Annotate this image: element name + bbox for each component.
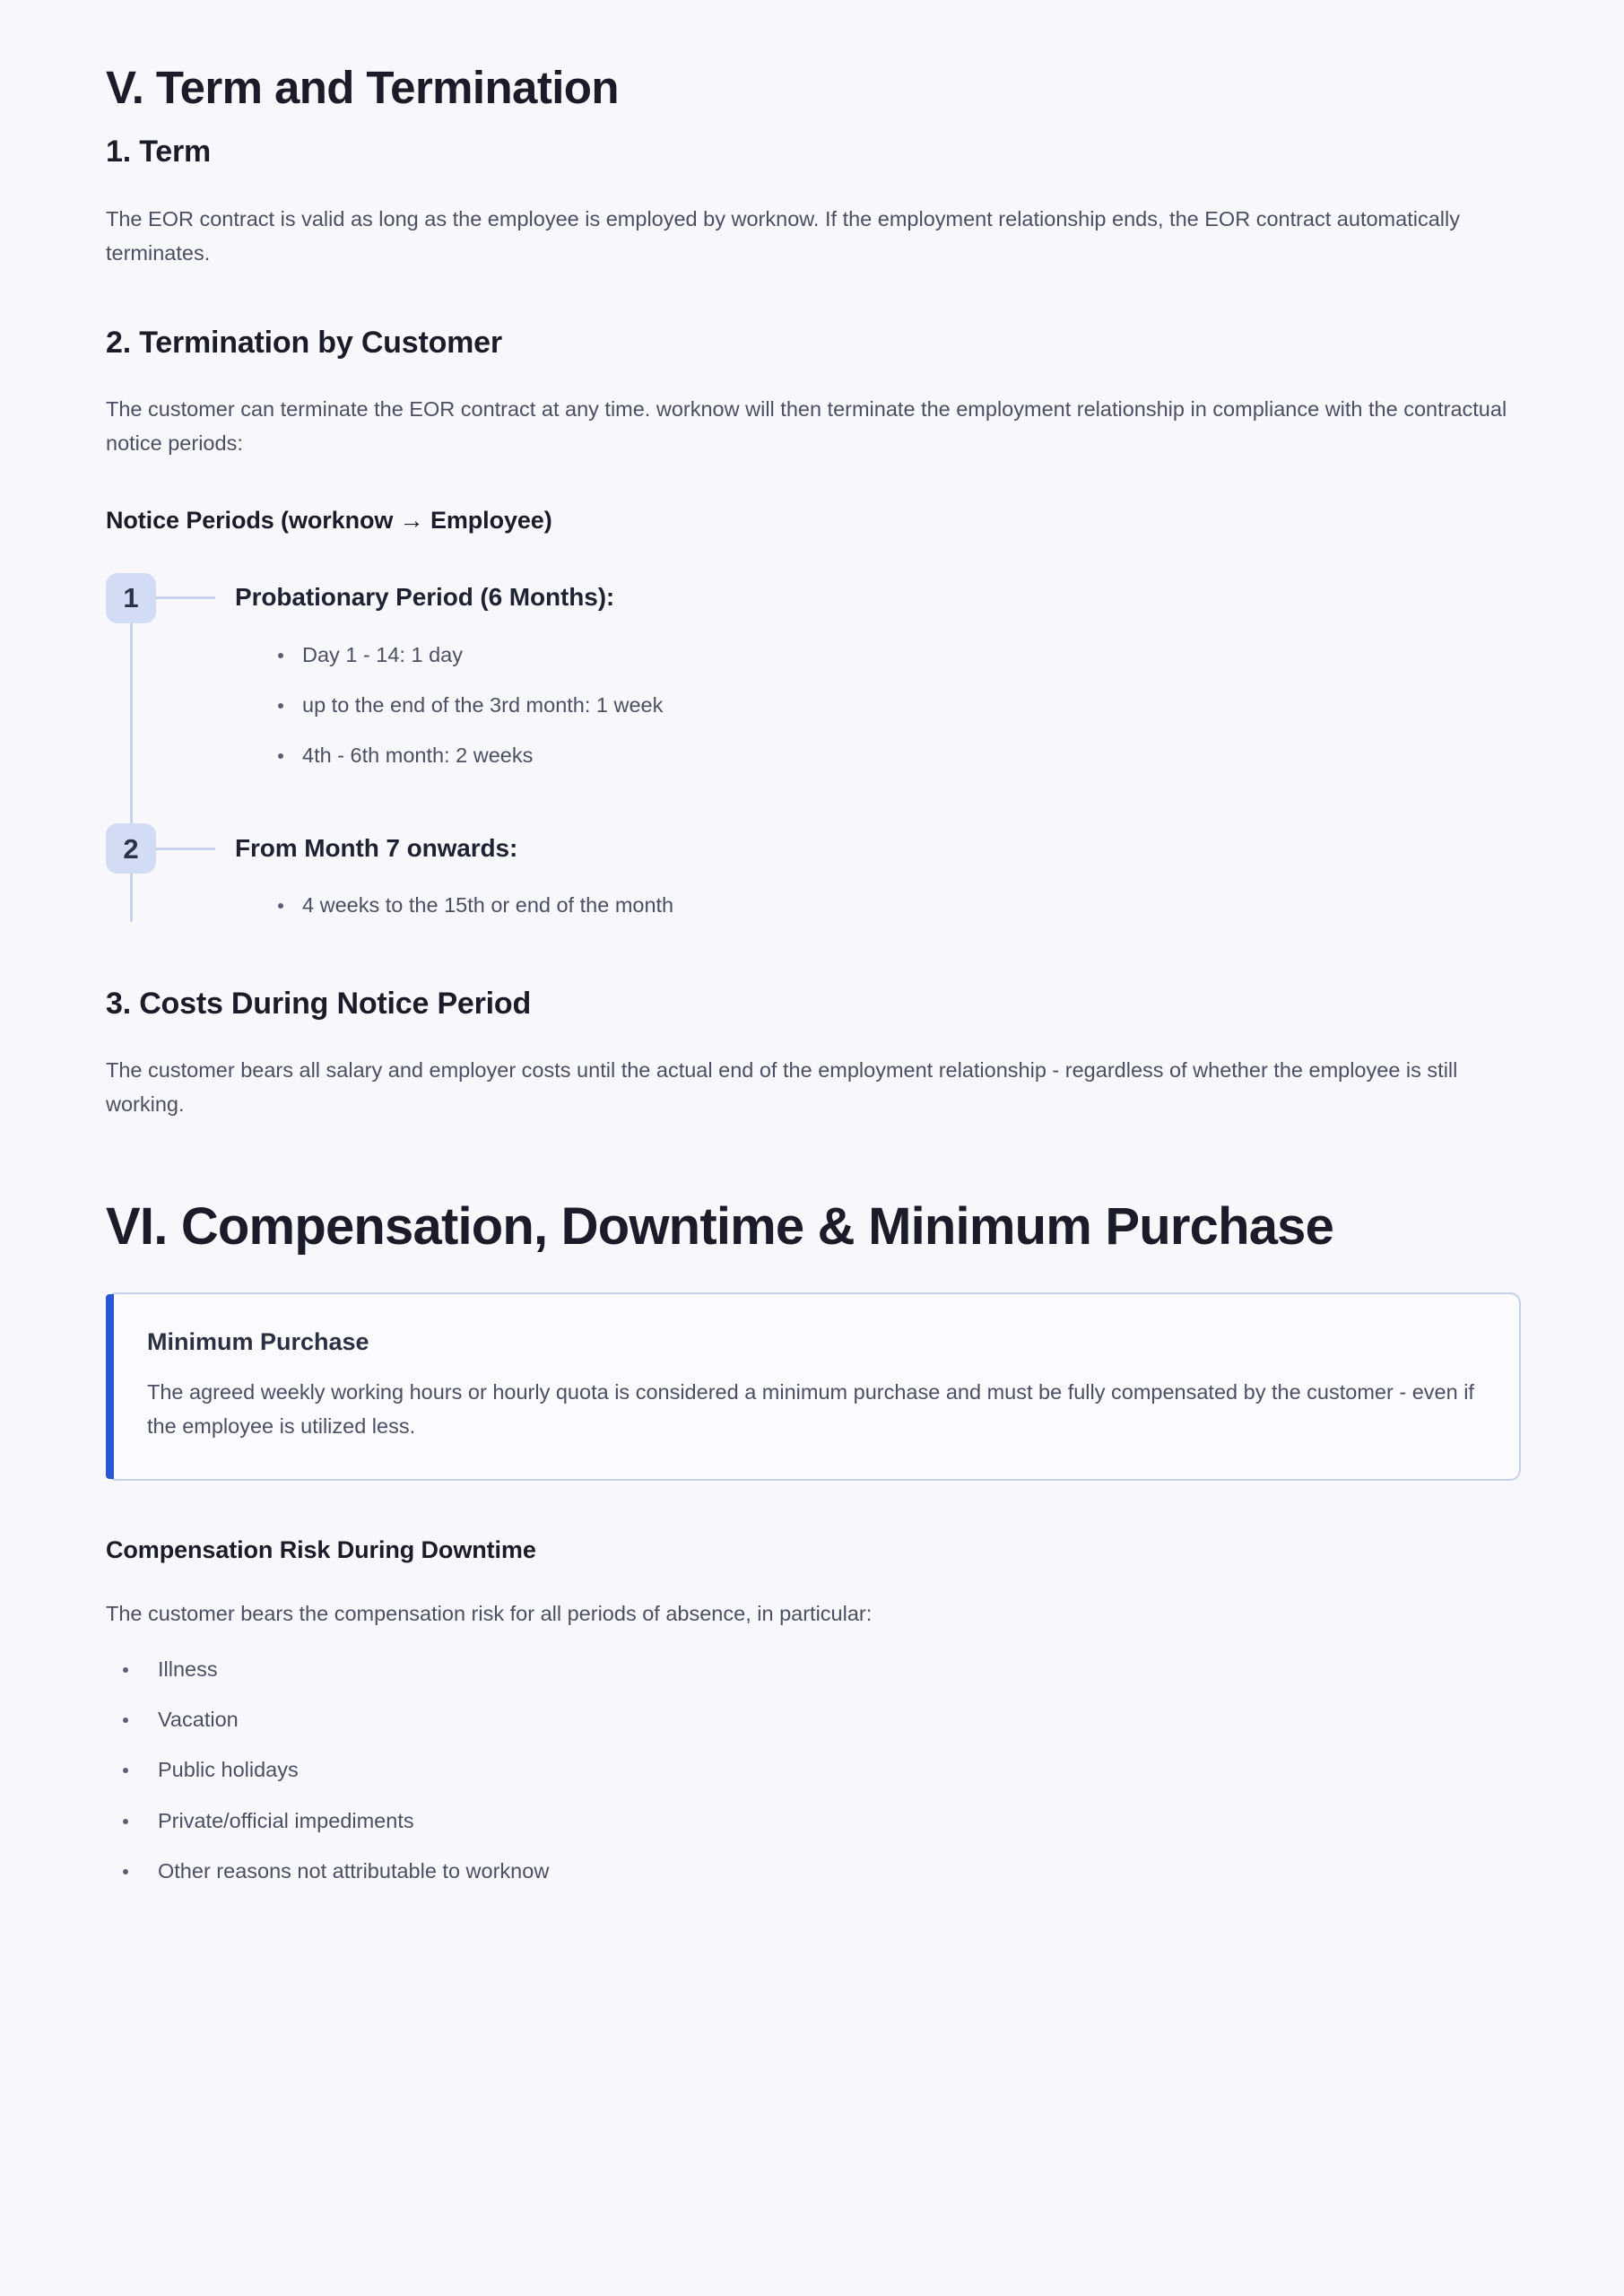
- heading-compensation-risk: Compensation Risk During Downtime: [106, 1535, 536, 1563]
- list-item: Public holidays: [115, 1754, 1518, 1786]
- step-item-list: [106, 890, 1518, 921]
- list-item: Private/official impediments: [115, 1805, 1518, 1837]
- heading-term: 1. Term: [106, 135, 212, 170]
- timeline-step-header: [106, 823, 1518, 874]
- callout-title: Minimum Purchase: [147, 1328, 369, 1356]
- step-connector-line: [156, 596, 215, 599]
- list-item: Day 1 - 14: 1 day: [274, 639, 1518, 671]
- step-connector-line: [156, 848, 215, 850]
- step-title: Probationary Period (6 Months):: [235, 583, 615, 612]
- minimum-purchase-callout: [106, 1292, 1521, 1480]
- list-item: Illness: [115, 1654, 1518, 1685]
- step-number-badge: 2: [106, 823, 156, 874]
- list-item: 4th - 6th month: 2 weeks: [274, 740, 1518, 771]
- callout-text: The agreed weekly working hours or hourly quota is considered a minimum purchase and must be fully compensated by the customer - even if the employee is utilized less.: [147, 1379, 1474, 1438]
- step-title: From Month 7 onwards:: [235, 834, 518, 863]
- section-title-v: V. Term and Termination: [106, 62, 619, 113]
- compensation-risk-list: [106, 1654, 1518, 1887]
- step-number-badge: 1: [106, 573, 156, 623]
- paragraph-costs-during-notice: The customer bears all salary and employer costs until the actual end of the employment relationship - regardless of whether the employee is still working.: [106, 1058, 1458, 1117]
- heading-termination-by-customer: 2. Termination by Customer: [106, 325, 502, 360]
- callout-accent-bar: [106, 1294, 114, 1478]
- list-item: Other reasons not attributable to worknow: [115, 1856, 1518, 1887]
- paragraph-compensation-risk: The customer bears the compensation risk for all periods of absence, in particular:: [106, 1601, 873, 1625]
- list-item: up to the end of the 3rd month: 1 week: [274, 690, 1518, 721]
- notice-periods-timeline: [106, 573, 1518, 922]
- paragraph-termination-by-customer: The customer can terminate the EOR contract at any time. worknow will then terminate the employment relationship in compliance with the contractual notice periods:: [106, 397, 1507, 456]
- timeline-step: [106, 823, 1518, 921]
- heading-costs-during-notice: 3. Costs During Notice Period: [106, 986, 532, 1021]
- heading-notice-periods: Notice Periods (worknow → Employee): [106, 507, 552, 535]
- list-item: Vacation: [115, 1704, 1518, 1735]
- timeline-step-header: [106, 573, 1518, 623]
- step-item-list: [106, 639, 1518, 772]
- timeline-step: [106, 573, 1518, 772]
- section-title-vi: VI. Compensation, Downtime & Minimum Purchase: [106, 1197, 1334, 1257]
- paragraph-term: The EOR contract is valid as long as the employee is employed by worknow. If the employment relationship ends, the EOR contract automatically terminates.: [106, 206, 1460, 265]
- list-item: 4 weeks to the 15th or end of the month: [274, 890, 1518, 921]
